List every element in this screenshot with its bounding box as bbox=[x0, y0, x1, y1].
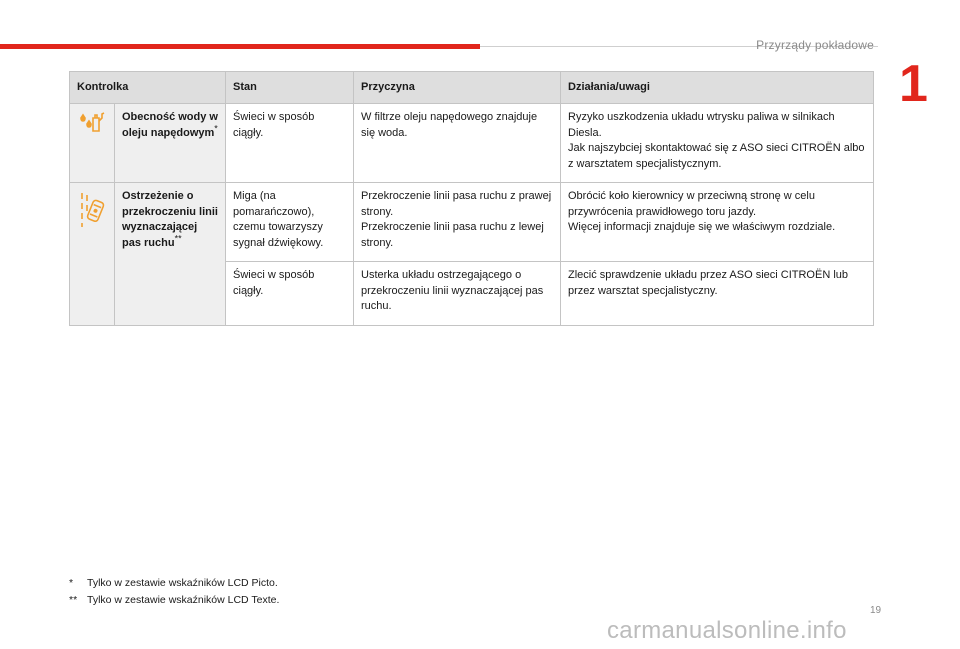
watermark: carmanualsonline.info bbox=[607, 617, 847, 644]
warning-lights-table bbox=[69, 71, 874, 326]
cause-cell: Usterka układu ostrzegającego o przekroczeniu linii wyznaczającej pas ruchu. bbox=[354, 262, 561, 326]
chapter-number: 1 bbox=[899, 55, 928, 113]
action-line: Ryzyko uszkodzenia układu wtrysku paliwa w silnikach Diesla. bbox=[568, 111, 835, 139]
column-header-kontrolka: Kontrolka bbox=[70, 72, 226, 104]
state-cell: Świeci w sposób ciągły. bbox=[226, 104, 354, 183]
footnote bbox=[69, 592, 279, 609]
column-header-dzialania: Działania/uwagi bbox=[561, 72, 874, 104]
footnote-mark: ** bbox=[69, 594, 78, 606]
name-cell bbox=[115, 104, 226, 183]
column-header-stan: Stan bbox=[226, 72, 354, 104]
cause-cell bbox=[354, 183, 561, 262]
icon-cell bbox=[70, 104, 115, 183]
footnote-mark: ** bbox=[174, 232, 182, 243]
footnote-mark: * bbox=[214, 122, 218, 133]
action-line: Obrócić koło kierownicy w przeciwną stronę w celu przywrócenia prawidłowego toru jazdy. bbox=[568, 190, 815, 218]
footnote-mark: * bbox=[69, 577, 74, 589]
page-number: 19 bbox=[870, 605, 882, 616]
cause-line: Przekroczenie linii pasa ruchu z lewej strony. bbox=[361, 221, 544, 249]
footnote-text: Tylko w zestawie wskaźników LCD Picto. bbox=[87, 577, 278, 589]
lane-departure-icon bbox=[78, 189, 106, 229]
warning-name: Obecność wody w oleju napędowym bbox=[122, 111, 218, 139]
warning-name: Ostrzeżenie o przekroczeniu linii wyznaczającej pas ruchu bbox=[122, 190, 218, 249]
action-cell bbox=[561, 183, 874, 262]
action-line: Więcej informacji znajduje się we właściwym rozdziale. bbox=[568, 221, 836, 233]
name-cell bbox=[115, 183, 226, 326]
column-header-przyczyna: Przyczyna bbox=[354, 72, 561, 104]
icon-cell bbox=[70, 183, 115, 326]
cause-line: Przekroczenie linii pasa ruchu z prawej strony. bbox=[361, 190, 552, 218]
footnote bbox=[69, 575, 279, 592]
state-cell: Świeci w sposób ciągły. bbox=[226, 262, 354, 326]
action-line: Jak najszybciej skontaktować się z ASO sieci CITROËN albo z warsztatem specjalistycznym. bbox=[568, 142, 865, 170]
table-header-row bbox=[70, 72, 874, 104]
table-row bbox=[70, 104, 874, 183]
water-in-oil-icon bbox=[78, 110, 106, 134]
action-cell: Zlecić sprawdzenie układu przez ASO sieci CITROËN lub przez warsztat specjalistyczny. bbox=[561, 262, 874, 326]
footnote-text: Tylko w zestawie wskaźników LCD Texte. bbox=[87, 594, 280, 606]
footnotes bbox=[69, 575, 279, 609]
state-cell: Miga (na pomarańczowo), czemu towarzyszy sygnał dźwiękowy. bbox=[226, 183, 354, 262]
table-row bbox=[70, 183, 874, 262]
cause-cell: W filtrze oleju napędowego znajduje się woda. bbox=[354, 104, 561, 183]
section-title: Przyrządy pokładowe bbox=[756, 38, 874, 52]
header-red-bar bbox=[0, 44, 480, 49]
action-cell bbox=[561, 104, 874, 183]
